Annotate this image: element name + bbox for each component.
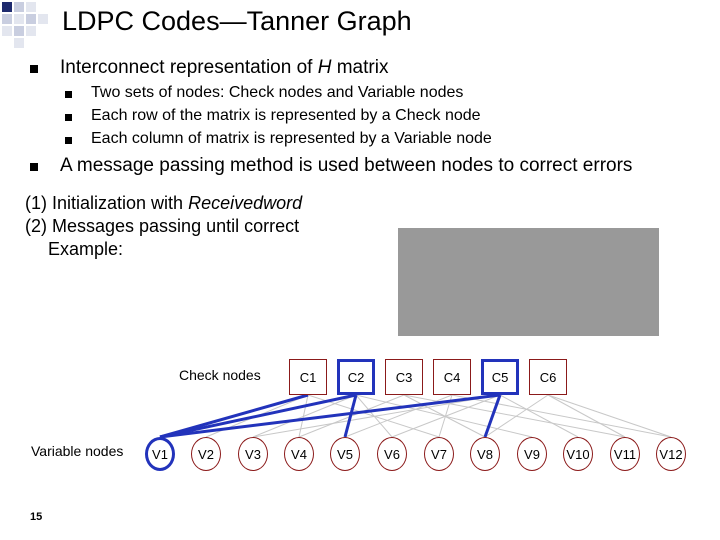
bullet-text: matrix <box>331 57 389 78</box>
variable-node-v8: V8 <box>470 437 500 471</box>
page-number: 15 <box>30 511 43 523</box>
variable-node-v2: V2 <box>191 437 221 471</box>
variable-node-v3: V3 <box>238 437 268 471</box>
bullet-message-passing: A message passing method is used between nodes to correct errors <box>60 155 633 176</box>
bullet-text: Interconnect representation of <box>60 57 318 78</box>
variable-node-v7: V7 <box>424 437 454 471</box>
sub-bullet-rows: Each row of the matrix is represented by a Check node <box>91 107 481 124</box>
check-nodes-label: Check nodes <box>179 367 261 383</box>
variable-node-v5: V5 <box>330 437 360 471</box>
variable-node-v1: V1 <box>145 437 175 471</box>
step-example: Example: <box>48 239 124 259</box>
variable-nodes-label: Variable nodes <box>31 443 124 459</box>
step-text: (1) Initialization with <box>25 193 189 213</box>
variable-node-v9: V9 <box>517 437 547 471</box>
check-node-c3: C3 <box>385 359 423 395</box>
check-node-c6: C6 <box>529 359 567 395</box>
check-node-c1: C1 <box>289 359 327 395</box>
step-emphasis: Receivedword <box>188 193 303 213</box>
bullet-emphasis: H <box>317 57 332 78</box>
variable-node-v10: V10 <box>563 437 593 471</box>
variable-node-v4: V4 <box>284 437 314 471</box>
slide-title: LDPC Codes—Tanner Graph <box>62 6 412 36</box>
check-node-c4: C4 <box>433 359 471 395</box>
step-messages: (2) Messages passing until correct <box>25 216 300 236</box>
variable-node-v12: V12 <box>656 437 686 471</box>
highlighted-edge <box>345 395 356 437</box>
variable-node-v11: V11 <box>610 437 640 471</box>
sub-bullet-node-sets: Two sets of nodes: Check nodes and Variable nodes <box>91 84 464 101</box>
variable-node-v6: V6 <box>377 437 407 471</box>
check-node-c5: C5 <box>481 359 519 395</box>
check-node-c2: C2 <box>337 359 375 395</box>
sub-bullet-columns: Each column of matrix is represented by a Variable node <box>91 130 492 147</box>
highlighted-edge <box>160 395 308 437</box>
